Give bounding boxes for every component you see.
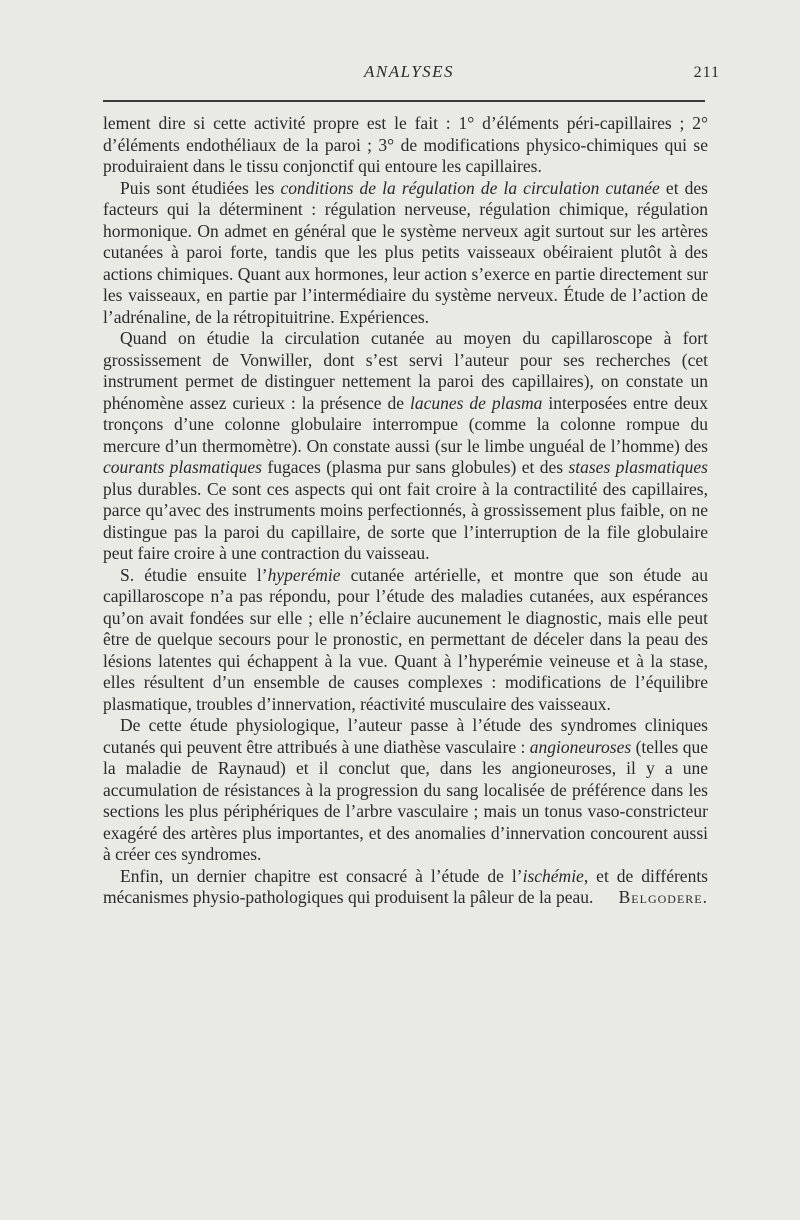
italic-term: lacunes de plasma [409, 392, 543, 413]
text-run: S. étudie ensuite l’ [120, 564, 268, 585]
italic-term: conditions de la régulation de la circulation cutanée [280, 177, 660, 198]
text-run: (telles que la maladie de Raynaud) et il conclut que, dans les angioneuroses, il y a une accumulation de résistances à la progression du sang localisée de préférence dans les sections les plus périphériques de l’arbre vasculaire ; mais un tonus vaso-constricteur exagéré des artères plus importantes, et des anomalies d’innervation concourent aussi à créer ces syndromes. [103, 736, 708, 864]
paragraph-6 [103, 866, 708, 909]
text-run: cutanée artérielle, et montre que son étude au capillaroscope n’a pas répondu, pour l’étude des maladies cutanées, aux espérances qu’on avait fondées sur elle ; elle n’éclaire aucunement le diagnostic, mais elle peut être de quelque secours pour le pronostic, en permettant de déceler dans la peau des lésions latentes qui échappent à la vue. Quant à l’hyperémie veineuse et à la stase, elles résultent d’un ensemble de causes complexes : modifications de l’équilibre plasmatique, troubles d’innervation, réactivité musculaire des vaisseaux. [103, 564, 708, 714]
paragraph-3 [103, 328, 708, 565]
text-run: Enfin, un dernier chapitre est consacré à l’étude de l’ [120, 865, 523, 886]
italic-term: angioneuroses [529, 736, 632, 757]
italic-term: courants plasmatiques [103, 457, 262, 477]
running-title: ANALYSES [363, 62, 455, 81]
paragraph-1 [103, 113, 708, 178]
text-run: Puis sont étudiées les [120, 177, 281, 198]
text-run: Quand on étudie la circulation cutanée au moyen du capillaroscope à fort grossissement de Vonwiller, dont s’est servi l’auteur pour ses recherches (cet instrument permet de distinguer nettement la paroi des capillaires), on constate un phénomène assez curieux : la présence de [103, 328, 708, 413]
italic-term: stases plasmatiques [568, 457, 708, 477]
italic-term: hyperémie [267, 564, 341, 585]
running-head [103, 62, 720, 86]
text-run: fugaces (plasma pur sans globules) et des [262, 457, 569, 477]
author-signature: Belgodere. [618, 887, 708, 907]
page-number: 211 [693, 64, 720, 81]
italic-term: ischémie [522, 865, 584, 886]
paragraph-5 [103, 715, 708, 866]
text-run: De cette étude physiologique, l’auteur passe à l’étude des syndromes cliniques cutanés qui peuvent être attribués à une diathèse vasculaire : [103, 715, 708, 757]
article-body [103, 113, 708, 909]
text-run: interposées entre deux tronçons d’une colonne globulaire interrompue (comme la colonne rompue du mercure d’un thermomètre). On constate aussi (sur le limbe unguéal de l’homme) des [103, 392, 709, 456]
text-run: et des facteurs qui la déterminent : régulation nerveuse, régulation chimique, régulation hormonique. On admet en général que le système nerveux agit surtout sur les artères cutanées à paroi forte, tandis que les plus petits vaisseaux obéiraient plutôt à des actions chimiques. Quant aux hormones, leur action s’exerce en partie directement sur les vaisseaux, en partie par l’intermédiaire du système nerveux. Étude de l’action de l’adrénaline, de la rétropituitrine. Expériences. [103, 177, 708, 327]
text-run: , et de différents mécanismes physio-pathologiques qui produisent la pâleur de la peau. [103, 865, 708, 907]
text-run: lement dire si cette activité propre est le fait : 1° d’éléments péri-capillaires ; 2° d’éléments endothéliaux de la paroi ; 3° de modifications physico-chimiques qui se produiraient dans le tissu conjonctif qui entoure les capillaires. [103, 113, 708, 176]
text-run: plus durables. Ce sont ces aspects qui ont fait croire à la contractilité des capillaires, parce qu’avec des instruments moins perfectionnés, à grossissement plus faible, on ne distingue pas la paroi du capillaire, de sorte que l’interruption de la file globulaire peut faire croire à une contraction du vaisseau. [103, 478, 708, 563]
paragraph-2 [103, 178, 708, 329]
header-rule [103, 100, 705, 102]
paragraph-4 [103, 565, 708, 716]
